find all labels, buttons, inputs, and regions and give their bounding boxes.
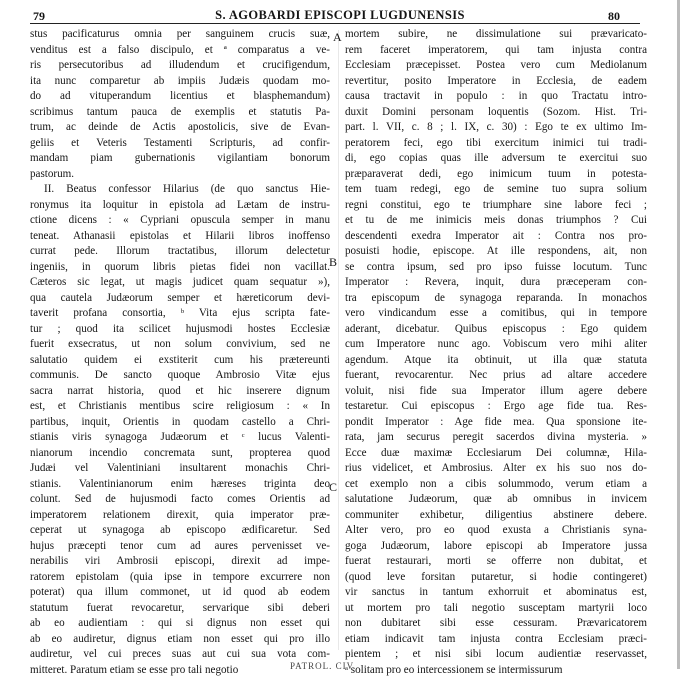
right-column — [345, 27, 647, 678]
text-line: ris persecutoribus ad illudendum et crucifigendum, — [30, 58, 330, 74]
text-line: vir sanctus in tantum exhorruit et abominatus est, — [345, 585, 647, 601]
text-line: partibus, inquit, Orientis in quodam castello a Chri- — [30, 415, 330, 431]
page-number-right: 80 — [608, 9, 620, 24]
text-line: descendenti exedra Imperator ait : Contra nos pro- — [345, 229, 647, 245]
text-line: se contra ipsum, sed pro ipso fuisse locutum. Tunc — [345, 260, 647, 276]
text-line: agendum. Atque ita obtinuit, ut illa quæ statuta — [345, 353, 647, 369]
text-line: goga Judæorum, labore episcopi ab Imperatore jussa — [345, 539, 647, 555]
text-line: qua cautela Judæorum semper et hæreticorum devi- — [30, 291, 330, 307]
text-line: mitteret. Paratum etiam se esse pro tali negotio — [30, 663, 330, 678]
text-line: stianis viris synagoga Judæorum et ᶜ lucus Valenti- — [30, 430, 330, 446]
text-line: ronymus ita loquitur in epistola ad Lætam de instru- — [30, 198, 330, 214]
text-line: stianis. Valentinianorum enim hæreses triginta deo — [30, 477, 330, 493]
text-line: statutum fuerat revocaretur, servarique sibi deberi — [30, 601, 330, 617]
bottom-fragment: PATROL. CIV. — [290, 661, 356, 671]
text-line: scribimus tantum pauca de exemplis et statutis Pa- — [30, 105, 330, 121]
text-line: ingeniis, in quorum libris pietas fidei non vacillat. — [30, 260, 330, 276]
text-line: tur ; quod ita scilicet hujusmodi hostes Ecclesiæ — [30, 322, 330, 338]
text-line: voluit, nisi fide sua Imperator illum agere debere — [345, 384, 647, 400]
text-line: duxit Domini personam loquentis (Sozom. Hist. Tri- — [345, 105, 647, 121]
text-line: pientem ; et nisi sibi locum audientiæ reservasset, — [345, 647, 647, 663]
text-line: cet exemplo non a cibis solummodo, verum etiam a — [345, 477, 647, 493]
text-line: aderant, dicebatur. Quibus episcopus : Ego quidem — [345, 322, 647, 338]
text-line: pastorum. — [30, 167, 330, 183]
text-line: ratorem epistolam (quia ipse in tempore excurrere non — [30, 570, 330, 586]
text-line: communis. De sancto quoque Ambrosio Vitæ ejus — [30, 368, 330, 384]
text-line: (quod leve forsitan putaretur, si hodie contingeret) — [345, 570, 647, 586]
text-line: ab eo audientiam : qui si dignus non esset qui — [30, 616, 330, 632]
running-head: S. AGOBARDI EPISCOPI LUGDUNENSIS — [0, 8, 680, 23]
text-line: rius videlicet, et Ambrosius. Alter ex his suo nos do- — [345, 461, 647, 477]
text-line: ᵃ solitam pro eo intercessionem se intermissurum — [345, 663, 647, 678]
text-line: salutatione Judæorum, quæ ab omnibus in invicem — [345, 492, 647, 508]
text-line: currat pede. Illorum tractatibus, illorum delectetur — [30, 244, 330, 260]
header-rule — [30, 23, 640, 24]
text-line: mandam piam gubernationis vigilantiam bonorum — [30, 151, 330, 167]
text-line: rata, jam securus peregit sacerdos divina mysteria. » — [345, 430, 647, 446]
text-line: regni constitui, ego te triumphare sine labore feci ; — [345, 198, 647, 214]
text-line: ceperat ut synagoga ab episcopo ædificaretur. Sed — [30, 523, 330, 539]
text-line: Ecclesiam præcepisset. Postea vero cum Mediolanum — [345, 58, 647, 74]
text-line: geliis et Veteris Testamenti Scripturis, ad confir- — [30, 136, 330, 152]
text-line: Alter vero, pro eo quod exusta a Christianis syna- — [345, 523, 647, 539]
text-line: Judæi vel Valentiniani insultarent monachis Chri- — [30, 461, 330, 477]
text-line: communiter exhibetur, diligentius abstinere debere. — [345, 508, 647, 524]
text-line: audiretur, vel cui preces suas aut cui sua vota com- — [30, 647, 330, 663]
text-line: imperatorem relationem direxit, quia imperator præ- — [30, 508, 330, 524]
text-line: fuerant, revocarentur. Nec prius ad altare accedere — [345, 368, 647, 384]
text-line: trum, ac deinde de Actis apostolicis, sive de Evan- — [30, 120, 330, 136]
text-line: est, et Christianis mentibus scire religiosum : « In — [30, 399, 330, 415]
text-line: ut mortem pro tali negotio susceptam martyrii loco — [345, 601, 647, 617]
text-line: fuerit exsecratus, ut non solum convivium, sed ne — [30, 337, 330, 353]
text-line: ita nunc comparetur ab impiis Judæis quodam mo- — [30, 74, 330, 90]
text-line: hujus præcepti tenor cum ad aures pervenisset ve- — [30, 539, 330, 555]
text-line: colunt. Sed de hujusmodi facto comes Orientis ad — [30, 492, 330, 508]
text-line: stus pacificaturus omnia per sanguinem crucis suæ, — [30, 27, 330, 43]
text-line: venditus est a falso discipulo, et ª comparatus a ve- — [30, 43, 330, 59]
text-line: Cæteros sic legat, ut magis judicet quam sequatur »), — [30, 275, 330, 291]
margin-letter-a: A — [333, 30, 342, 45]
text-line: taverit profana consortia, ᵇ Vita ejus scripta fate- — [30, 306, 330, 322]
text-line: fuerat restaurari, morti se offerre non dubitat, et — [345, 554, 647, 570]
margin-letter-b: B — [329, 255, 337, 270]
text-line: testaretur. Cui episcopus : Ergo age fide tua. Res- — [345, 399, 647, 415]
text-line: II. Beatus confessor Hilarius (de quo sanctus Hie- — [30, 182, 330, 198]
margin-letter-c: C — [329, 480, 337, 495]
text-line: nerabilis viri Ambrosii episcopi, direxit ad impe- — [30, 554, 330, 570]
text-line: nianorum incendio concremata sunt, propterea quod — [30, 446, 330, 462]
text-line: di, ego copias quas ille adversum te exercitui suo — [345, 151, 647, 167]
text-line: rem faceret imperatorem, qui tam injusta contra — [345, 43, 647, 59]
text-line: ctione dicens : « Cypriani opuscula semper in manu — [30, 213, 330, 229]
text-line: non dubitaret sibi esse cessuram. Prævaricatorem — [345, 616, 647, 632]
text-line: sacra narrat historia, quod et hic inserere dignum — [30, 384, 330, 400]
text-line: Imperator : Revera, inquit, dura præceperam con- — [345, 275, 647, 291]
page-number-left: 79 — [33, 9, 45, 24]
text-line: cum Imperatore nunc ago. Vobiscum vero mihi aliter — [345, 337, 647, 353]
text-line: etiam indicavit tam injusta contra Ecclesiam præci- — [345, 632, 647, 648]
left-column — [30, 27, 330, 678]
text-line: revertitur, posito Imperatore in Ecclesia, de eadem — [345, 74, 647, 90]
text-line: posuisti hodie, episcope. At ille respondens, ait, non — [345, 244, 647, 260]
text-line: part. l. VII, c. 8 ; l. IX, c. 30) : Ego te ex ultimo Im- — [345, 120, 647, 136]
text-line: peratorem feci, ego tibi exercitum inimici tui tradi- — [345, 136, 647, 152]
text-line: poterat) qua illum commonet, ut id quod ab eodem — [30, 585, 330, 601]
column-divider — [338, 30, 339, 650]
text-line: salutatio quidem ei exstiterit cum his prætereunti — [30, 353, 330, 369]
text-line: ab eo audiretur, dignus etiam non esset qui pro illo — [30, 632, 330, 648]
text-line: tem tuam redegi, ego de semine tuo supra solium — [345, 182, 647, 198]
text-line: et tu de me inimicis meis donas triumphos ? Cui — [345, 213, 647, 229]
text-line: præparaverat dedi, ego inimicum tuum in potesta- — [345, 167, 647, 183]
text-line: do ad vituperandum licentius et blasphemandum) — [30, 89, 330, 105]
text-line: causa tractavit in populo : in quo Tractatu intro- — [345, 89, 647, 105]
text-line: mortem subire, ne dissimulatione sui prævaricato- — [345, 27, 647, 43]
text-line: Ecce duæ maximæ Ecclesiarum Dei columnæ, Hila- — [345, 446, 647, 462]
text-line: tra episcopum de synagoga reparanda. In monachos — [345, 291, 647, 307]
text-line: pondit Imperator : Age fide mea. Qua sponsione ite- — [345, 415, 647, 431]
text-line: teneat. Athanasii epistolas et Hilarii libros inoffenso — [30, 229, 330, 245]
text-line: vero vindicandum esse a comitibus, qui in tempore — [345, 306, 647, 322]
